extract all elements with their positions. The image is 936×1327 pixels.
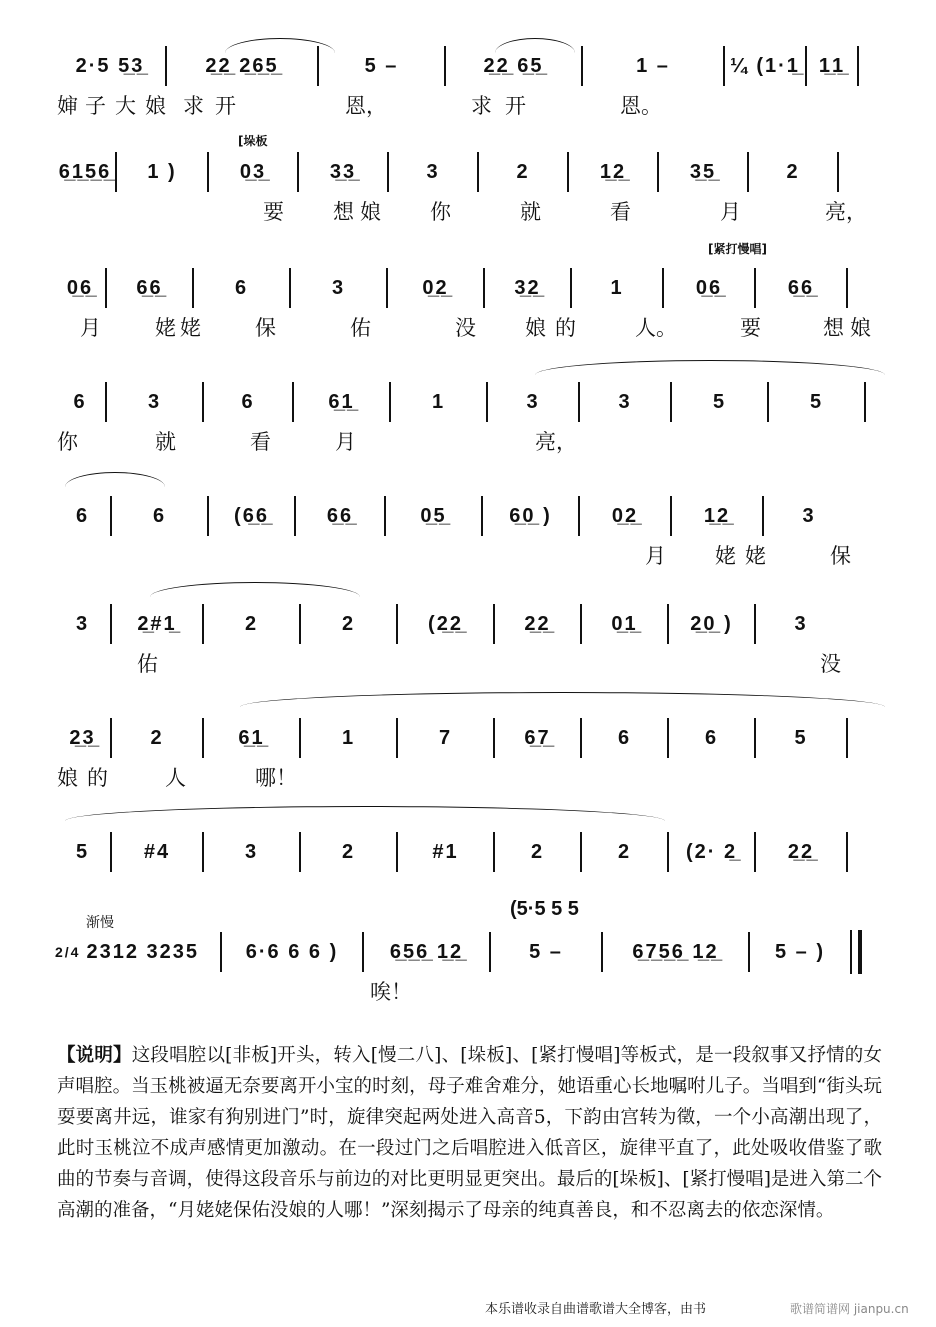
measure: 5 – (529, 940, 563, 963)
measure: 1 ) (147, 160, 177, 183)
lyric: 恩。 (620, 94, 662, 118)
staff-row-2 (55, 150, 885, 230)
measure: 7 (438, 726, 453, 749)
notes-row (55, 716, 885, 760)
measure: (2· 2̲ (685, 840, 738, 863)
measure: 1̲1̲ (818, 54, 846, 77)
measure: 1 (610, 276, 624, 299)
measure: 6·6 6 6 ) (245, 940, 339, 963)
lyric: 月 (335, 430, 356, 454)
measure: 2̲3̲ (69, 726, 96, 749)
lyrics-row (55, 88, 885, 124)
lyrics-row (55, 760, 885, 796)
lyric: 娘 (360, 200, 381, 224)
measure: 2 (244, 612, 259, 635)
measure: 0̲1̲ (611, 612, 638, 635)
notes-row (55, 494, 885, 538)
measure: 6̲5̲6̲ 1̲2̲ (389, 940, 464, 963)
measure: 2 (617, 840, 632, 863)
tempo-marking: 渐慢 (86, 915, 114, 931)
staff-row-8 (55, 830, 885, 874)
slur (225, 38, 335, 53)
lyric: 的 (555, 316, 576, 340)
barline (864, 382, 866, 422)
measure: 6̲0̲ ) (509, 504, 552, 527)
lyric: 要 (740, 316, 761, 340)
lyric: 亮， (535, 430, 577, 454)
measure: 6 (73, 390, 87, 413)
measure: (6̲6̲ (234, 504, 269, 527)
measure (55, 930, 220, 974)
measure: 0̲6̲ (66, 276, 94, 299)
explanation-paragraph (57, 1040, 882, 1226)
measure: 1̲2̲ (599, 160, 627, 183)
notes-row (55, 830, 885, 874)
notes-row (55, 930, 885, 974)
lyrics-row (55, 974, 885, 1010)
measure: 6̲1̲5̲6̲ (58, 160, 112, 183)
barline (837, 152, 839, 192)
measure: 6̲6̲ (326, 504, 354, 527)
measure: 5 – ) (774, 940, 826, 963)
measure: 6̲6̲ (136, 276, 163, 299)
staff-row-1 (55, 44, 885, 124)
lyric: 月 (720, 200, 741, 224)
measure: 0̲5̲ (420, 504, 447, 527)
notes-row (55, 44, 885, 88)
lyric: 开 (215, 94, 236, 118)
measure: 3 (618, 390, 632, 413)
lyric: 子 (85, 94, 106, 118)
measure: (2̲2̲ (428, 612, 463, 635)
lyric: 你 (57, 430, 78, 454)
slur (150, 582, 360, 597)
notes-row (55, 380, 885, 424)
measure: 2̲2̲ 6̲5̲ (483, 54, 544, 77)
watermark-footer: 歌谱简谱网 jianpu.cn (790, 1302, 909, 1316)
measure: 5 – (364, 54, 399, 77)
notes-row (55, 150, 885, 194)
lyric: 想 (333, 200, 354, 224)
lyric: 娘 (525, 316, 546, 340)
measure: #4 (143, 840, 171, 863)
lyric: 佑 (137, 652, 158, 676)
measure: 2 (516, 160, 530, 183)
time-signature: 2/4 (55, 943, 81, 960)
lyric: 就 (520, 200, 541, 224)
lyric: 姥 (155, 316, 176, 340)
measure: 2 (150, 726, 164, 749)
staff-row-6 (55, 602, 885, 682)
measure: 2 (530, 840, 545, 863)
lyric: 月 (645, 544, 666, 568)
measure: 2̲0̲ ) (690, 612, 733, 635)
measure: 2̲2̲ 2̲6̲5̲ (205, 54, 279, 77)
lyrics-row (55, 538, 885, 574)
lyric: 的 (87, 766, 108, 790)
measure: 2̲2̲ (524, 612, 551, 635)
staff-row-4 (55, 380, 885, 460)
lyric: 就 (155, 430, 176, 454)
measure: 5 (809, 390, 824, 413)
measure: 3 (426, 160, 440, 183)
lyric: 求 (471, 94, 492, 118)
section-label-duoban: [垛板 (238, 134, 268, 148)
lyric: 姥 (715, 544, 736, 568)
slur (65, 472, 165, 487)
explanation-body: 这段唱腔以[非板]开头，转入[慢二八]、[垛板]、[紧打慢唱]等板式，是一段叙事又抒情的女声唱腔。当玉桃被逼无奈要离开小宝的时刻，母子难舍难分，她语重心长地嘱咐儿子。当唱到“街头玩耍要离井远，谁家有狗别进门”时，旋律突起两处进入高音5，下韵由宫转为徵，一个小高潮出现了，此时玉桃泣不成声感情更加激动。在一段过门之后唱腔进入低音区，旋律平直了，此处吸收借鉴了歌曲的节奏与音调，使得这段音乐与前边的对比更明显更突出。最后的[垛板]、[紧打慢唱]是进入第二个高潮的准备，“月姥姥保佑没娘的人哪！”深刻揭示了母亲的纯真善良，和不忍离去的依恋深情。 (57, 1045, 882, 1221)
lyric: 保 (255, 316, 276, 340)
staff-row-5 (55, 494, 885, 574)
measure: 3 (794, 612, 808, 635)
lyric: 姥 (180, 316, 201, 340)
lyrics-row (55, 310, 885, 346)
lyric: 亮， (825, 200, 867, 224)
lyrics-row (55, 646, 885, 682)
measure: 0̲6̲ (695, 276, 723, 299)
measure: 2̲#1̲ (137, 612, 177, 635)
notes-row (55, 602, 885, 646)
lyric: 婶 (57, 94, 78, 118)
lyric: 恩， (345, 94, 387, 118)
lyric: 想 (823, 316, 844, 340)
measure: 6̲6̲ (787, 276, 815, 299)
measure: 6 (241, 390, 255, 413)
measure: 1̲2̲ (703, 504, 731, 527)
lyric: 姥 (745, 544, 766, 568)
measure: 2 (786, 160, 800, 183)
measure: 3 (147, 390, 162, 413)
measure: 1 (431, 390, 446, 413)
lyric: 要 (263, 200, 284, 224)
notes-row (55, 266, 885, 310)
lyric: 求 (183, 94, 204, 118)
barline (857, 46, 859, 86)
lyric: 月 (80, 316, 101, 340)
measure: 1 – (636, 54, 670, 77)
measure: 5 (712, 390, 727, 413)
measure: 2 (341, 612, 356, 635)
lyric: 开 (505, 94, 526, 118)
measure: 0̲2̲ (422, 276, 449, 299)
source-footer: 本乐谱收录自曲谱歌谱大全博客，由书 (485, 1302, 707, 1317)
barline (846, 268, 848, 308)
upper-line-notes: (5·5 5 5 (510, 898, 579, 920)
lyric: 娘 (145, 94, 166, 118)
measure: 1 (341, 726, 356, 749)
slur (495, 38, 575, 53)
lyric: 哪！ (255, 766, 297, 790)
lyric: 佑 (350, 316, 371, 340)
lyric: 人。 (635, 316, 677, 340)
lyrics-row (55, 424, 885, 460)
staff-row-7 (55, 716, 885, 796)
measure: 3 (802, 504, 816, 527)
measure: ¼ (1·1̲ (730, 54, 800, 77)
measure: 6̲1̲ (328, 390, 355, 413)
measure: 0̲2̲ (611, 504, 639, 527)
lyric: 大 (115, 94, 136, 118)
lyric: 娘 (57, 766, 78, 790)
measure: 0̲3̲ (239, 160, 267, 183)
measure: 3 (75, 612, 90, 635)
slur (65, 806, 665, 821)
measure: 6 (152, 504, 167, 527)
measure: 3̲3̲ (329, 160, 357, 183)
measure: 3 (526, 390, 540, 413)
lyric: 唉！ (370, 980, 412, 1004)
measure: 6 (234, 276, 249, 299)
slur (240, 692, 885, 707)
staff-row-3 (55, 266, 885, 346)
final-barline (850, 930, 862, 974)
measure: 3 (244, 840, 259, 863)
measure: 3 (331, 276, 346, 299)
barline (846, 718, 848, 758)
lyric: 你 (430, 200, 451, 224)
measure: 6̲1̲ (238, 726, 265, 749)
lyric: 没 (455, 316, 476, 340)
section-label-jindamanchang: [紧打慢唱] (708, 242, 767, 256)
measure: 6 (704, 726, 719, 749)
measure: 6 (75, 504, 90, 527)
measure: #1 (432, 840, 459, 863)
measure: 2̲2̲ (787, 840, 815, 863)
measure: 6̲7̲5̲6̲ 1̲2̲ (632, 940, 719, 963)
measure: 2·5 5̲3̲ (75, 54, 145, 77)
measure: 2 (341, 840, 356, 863)
slur (535, 360, 885, 375)
measure: 6̲7̲ (524, 726, 551, 749)
staff-row-9 (55, 930, 885, 1010)
lyric: 人 (165, 766, 186, 790)
lyric: 看 (610, 200, 631, 224)
lyric: 看 (250, 430, 271, 454)
lyric: 没 (820, 652, 841, 676)
lyric: 娘 (850, 316, 871, 340)
lyric: 保 (830, 544, 851, 568)
measure: 3̲5̲ (689, 160, 717, 183)
measure: 5 (794, 726, 808, 749)
measure: 3̲2̲ (514, 276, 541, 299)
lyrics-row (55, 194, 885, 230)
measure: 6 (617, 726, 632, 749)
explanation-heading: 【说明】 (57, 1045, 132, 1066)
measure: 5 (75, 840, 90, 863)
barline (846, 832, 848, 872)
measure-notes: 2312 3235 (86, 940, 200, 963)
